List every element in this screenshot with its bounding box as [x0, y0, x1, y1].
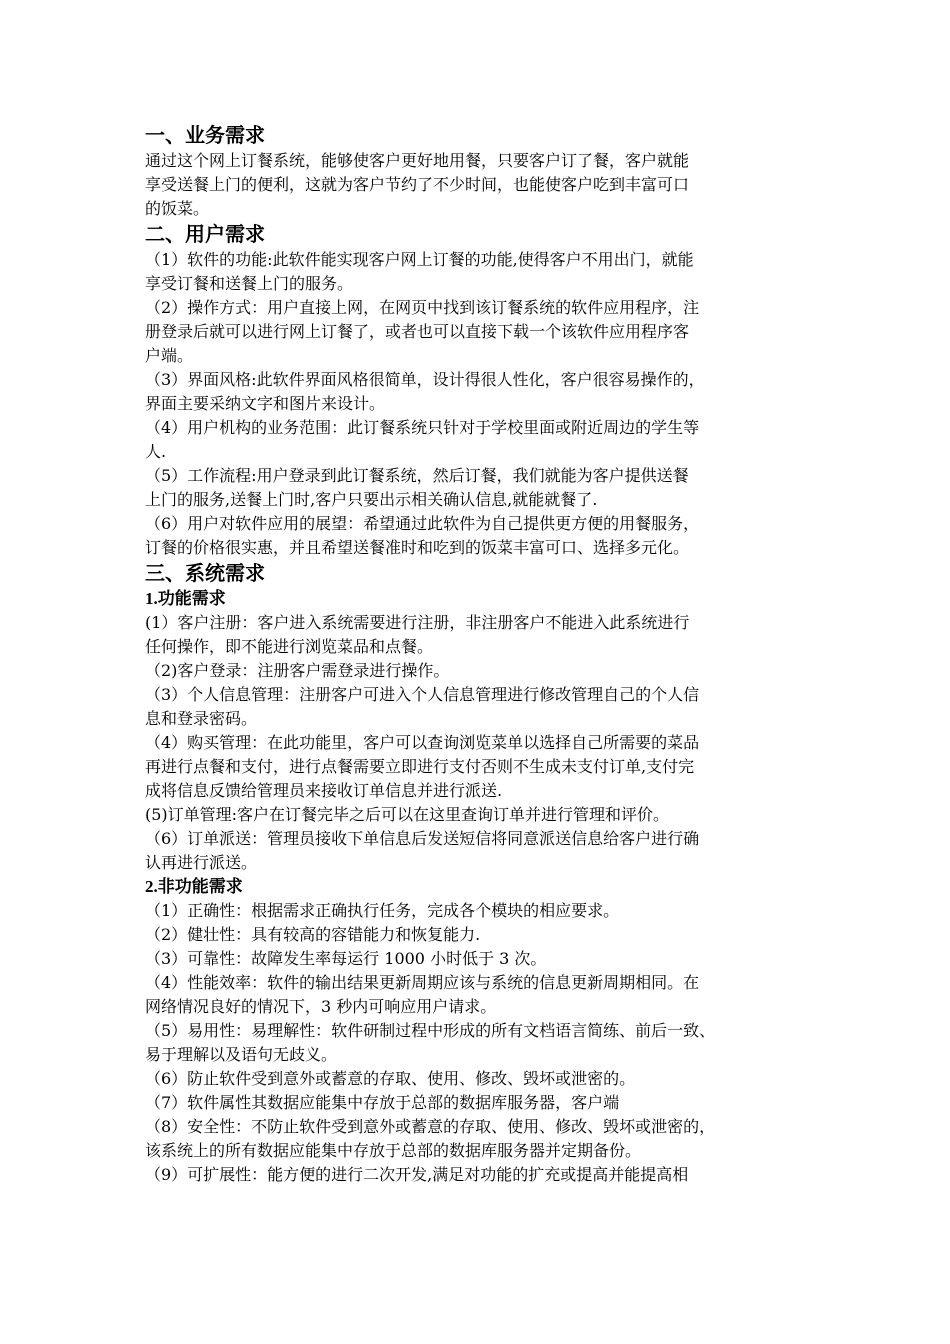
text-line: （1）正确性：根据需求正确执行任务，完成各个模块的相应要求。: [145, 901, 620, 920]
text-line: 息和登录密码。: [145, 709, 258, 728]
text-line: （3）个人信息管理：注册客户可进入个人信息管理进行修改管理自己的个人信: [145, 685, 700, 704]
nonfunctional-item-2: [145, 923, 820, 947]
text-line: （9）可扩展性：能方便的进行二次开发,满足对功能的扩充或提高并能提高相: [145, 1165, 689, 1184]
text-line: （5）工作流程:用户登录到此订餐系统，然后订餐，我们就能为客户提供送餐: [145, 466, 689, 485]
text-line: （8）安全性：不防止软件受到意外或蓄意的存取、使用、修改、毁坏或泄密的，: [145, 1117, 716, 1136]
text-line: 网络情况良好的情况下，3 秒内可响应用户请求。: [145, 997, 497, 1016]
text-line: 户端。: [145, 346, 194, 365]
user-req-item-5: [145, 464, 820, 512]
text-line: 再进行点餐和支付，进行点餐需要立即进行支付否则不生成未支付订单,支付完: [145, 757, 695, 776]
text-line: 享受订餐和送餐上门的服务。: [145, 274, 354, 293]
text-line: （4）性能效率：软件的输出结果更新周期应该与系统的信息更新周期相同。在: [145, 973, 700, 992]
text-line: 通过这个网上订餐系统，能够使客户更好地用餐，只要客户订了餐，客户就能: [145, 151, 690, 170]
nonfunctional-item-6: [145, 1067, 820, 1091]
nonfunctional-item-3: [145, 947, 820, 971]
heading-nonfunctional-requirements: 2.非功能需求: [145, 877, 243, 896]
user-req-item-4: [145, 416, 820, 464]
text-line: 的饭菜。: [145, 199, 210, 218]
text-line: （1）软件的功能:此软件能实现客户网上订餐的功能,使得客户不用出门，就能: [145, 250, 694, 269]
text-line: （7）软件属性其数据应能集中存放于总部的数据库服务器，客户端: [145, 1093, 620, 1112]
nonfunctional-item-5: [145, 1019, 820, 1067]
functional-item-1: [145, 611, 820, 659]
user-req-item-1: [145, 248, 820, 296]
text-line: 成将信息反馈给管理员来接收订单信息并进行派送.: [145, 781, 503, 800]
functional-item-5: [145, 803, 820, 827]
text-line: 享受送餐上门的便利，这就为客户节约了不少时间，也能使客户吃到丰富可口: [145, 175, 690, 194]
functional-item-3: [145, 683, 820, 731]
nonfunctional-item-1: [145, 899, 820, 923]
text-line: （3）界面风格:此软件界面风格很简单，设计得很人性化，客户很容易操作的，: [145, 370, 705, 389]
text-line: 该系统上的所有数据应能集中存放于总部的数据库服务器并定期备份。: [145, 1141, 642, 1160]
heading-business-requirements: 一、业务需求: [145, 123, 265, 147]
text-line: 认再进行派送。: [145, 853, 258, 872]
nonfunctional-item-8: [145, 1115, 820, 1163]
heading-system-requirements: 三、系统需求: [145, 561, 265, 585]
text-line: 上门的服务,送餐上门时,客户只要出示相关确认信息,就能就餐了.: [145, 490, 598, 509]
nonfunctional-item-7: [145, 1091, 820, 1115]
text-line: 订餐的价格很实惠，并且希望送餐准时和吃到的饭菜丰富可口、选择多元化。: [145, 538, 690, 557]
text-line: （5）易用性：易理解性：软件研制过程中形成的所有文档语言简练、前后一致、: [145, 1021, 716, 1040]
text-line: （4）用户机构的业务范围：此订餐系统只针对于学校里面或附近周边的学生等: [145, 418, 700, 437]
text-line: （6）订单派送：管理员接收下单信息后发送短信将同意派送信息给客户进行确: [145, 829, 700, 848]
nonfunctional-item-9: [145, 1163, 820, 1187]
text-line: 人.: [145, 442, 167, 461]
text-line: 任何操作，即不能进行浏览菜品和点餐。: [145, 637, 434, 656]
business-requirements-paragraph: [145, 149, 820, 221]
text-line: 界面主要采纳文字和图片来设计。: [145, 394, 386, 413]
text-line: 易于理解以及语句无歧义。: [145, 1045, 338, 1064]
text-line: 册登录后就可以进行网上订餐了，或者也可以直接下载一个该软件应用程序客: [145, 322, 690, 341]
functional-item-2: [145, 659, 820, 683]
text-line: (1）客户注册：客户进入系统需要进行注册，非注册客户不能进入此系统进行: [145, 613, 690, 632]
text-line: （6）防止软件受到意外或蓄意的存取、使用、修改、毁坏或泄密的。: [145, 1069, 636, 1088]
nonfunctional-item-4: [145, 971, 820, 1019]
text-line: （6）用户对软件应用的展望：希望通过此软件为自己提供更方便的用餐服务，: [145, 514, 700, 533]
text-line: （4）购买管理：在此功能里，客户可以查询浏览菜单以选择自己所需要的菜品: [145, 733, 700, 752]
text-line: （3）可靠性：故障发生率每运行 1000 小时低于 3 次。: [145, 949, 547, 968]
functional-item-6: [145, 827, 820, 875]
user-req-item-2: [145, 296, 820, 368]
text-line: （2）操作方式：用户直接上网，在网页中找到该订餐系统的软件应用程序，注: [145, 298, 700, 317]
text-line: （2)客户登录：注册客户需登录进行操作。: [145, 661, 450, 680]
user-req-item-6: [145, 512, 820, 560]
text-line: （2）健壮性：具有较高的容错能力和恢复能力.: [145, 925, 481, 944]
text-line: (5)订单管理:客户在订餐完毕之后可以在这里查询订单并进行管理和评价。: [145, 805, 670, 824]
heading-user-requirements: 二、用户需求: [145, 222, 265, 246]
functional-item-4: [145, 731, 820, 803]
user-req-item-3: [145, 368, 820, 416]
document-body: [145, 122, 820, 1187]
heading-functional-requirements: 1.功能需求: [145, 589, 226, 608]
